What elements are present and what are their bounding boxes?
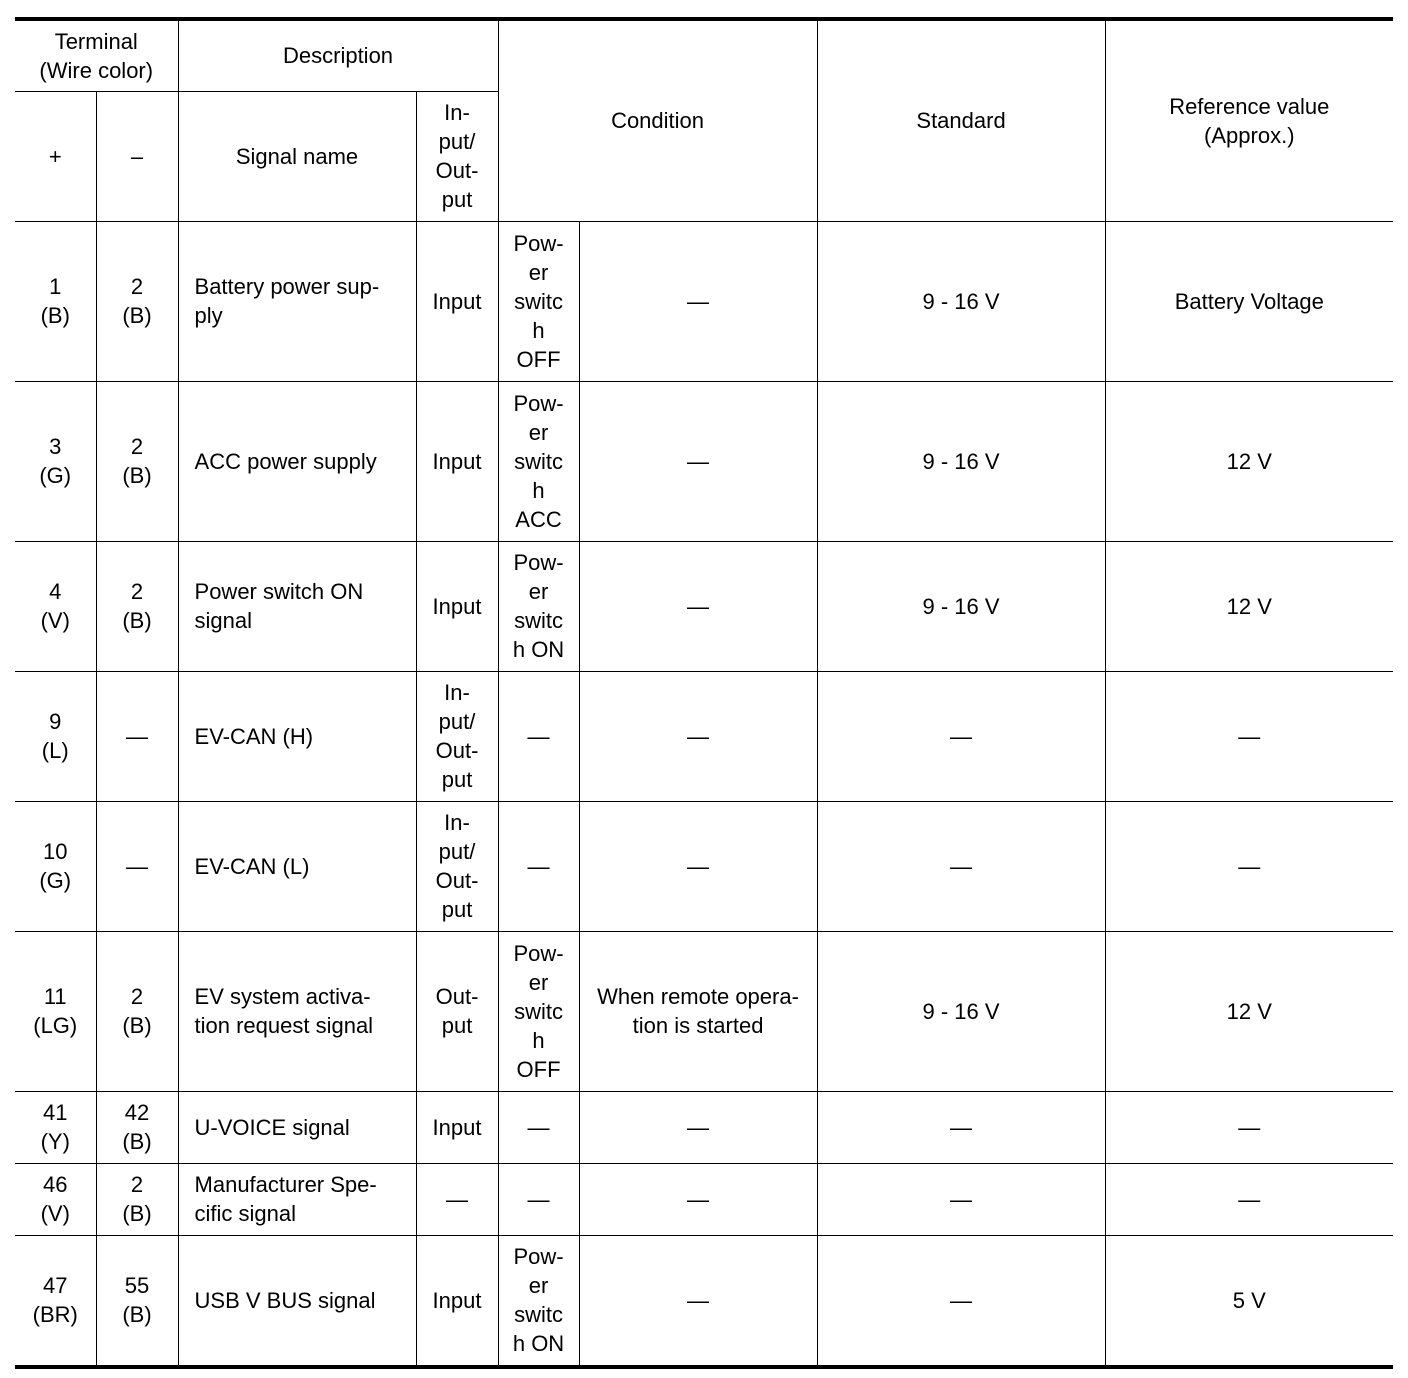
condition: — bbox=[579, 1235, 817, 1365]
terminal-minus: 2 (B) bbox=[96, 1163, 178, 1235]
standard: 9 - 16 V bbox=[817, 931, 1105, 1091]
terminal-minus: — bbox=[96, 671, 178, 801]
reference-value: — bbox=[1105, 671, 1393, 801]
switch-state: Pow- er switc h ON bbox=[498, 1235, 579, 1365]
table-row bbox=[15, 1091, 1393, 1163]
io-type: Input bbox=[416, 541, 498, 671]
header-io: In- put/ Out- put bbox=[416, 91, 498, 221]
reference-value: 12 V bbox=[1105, 541, 1393, 671]
header-description: Description bbox=[178, 21, 498, 91]
header-condition: Condition bbox=[498, 21, 817, 221]
io-type: In- put/ Out- put bbox=[416, 671, 498, 801]
table-row bbox=[15, 931, 1393, 1091]
terminal-plus: 1 (B) bbox=[15, 221, 96, 381]
switch-state: — bbox=[498, 1163, 579, 1235]
terminal-minus: 42 (B) bbox=[96, 1091, 178, 1163]
condition: — bbox=[579, 541, 817, 671]
io-type: In- put/ Out- put bbox=[416, 801, 498, 931]
switch-state: Pow- er switc h ACC bbox=[498, 381, 579, 541]
standard: 9 - 16 V bbox=[817, 541, 1105, 671]
signal-name: Manufacturer Spe- cific signal bbox=[178, 1163, 416, 1235]
standard: 9 - 16 V bbox=[817, 221, 1105, 381]
header-plus: + bbox=[15, 91, 96, 221]
switch-state: Pow- er switc h ON bbox=[498, 541, 579, 671]
condition: — bbox=[579, 381, 817, 541]
header-standard: Standard bbox=[817, 21, 1105, 221]
terminal-minus: 2 (B) bbox=[96, 221, 178, 381]
reference-value: — bbox=[1105, 1163, 1393, 1235]
signal-name: EV-CAN (L) bbox=[178, 801, 416, 931]
signal-name: ACC power supply bbox=[178, 381, 416, 541]
reference-value: 5 V bbox=[1105, 1235, 1393, 1365]
table-row bbox=[15, 1235, 1393, 1365]
terminal-plus: 4 (V) bbox=[15, 541, 96, 671]
terminal-minus: 2 (B) bbox=[96, 931, 178, 1091]
table-row bbox=[15, 221, 1393, 381]
switch-state: — bbox=[498, 1091, 579, 1163]
condition: — bbox=[579, 801, 817, 931]
terminal-table bbox=[15, 21, 1393, 1365]
condition: When remote opera- tion is started bbox=[579, 931, 817, 1091]
switch-state: — bbox=[498, 671, 579, 801]
signal-name: EV system activa- tion request signal bbox=[178, 931, 416, 1091]
terminal-plus: 41 (Y) bbox=[15, 1091, 96, 1163]
io-type: Input bbox=[416, 1091, 498, 1163]
io-type: Out- put bbox=[416, 931, 498, 1091]
header-reference: Reference value (Approx.) bbox=[1105, 21, 1393, 221]
terminal-plus: 9 (L) bbox=[15, 671, 96, 801]
terminal-table-container bbox=[15, 17, 1393, 1369]
terminal-minus: 2 (B) bbox=[96, 541, 178, 671]
terminal-minus: 2 (B) bbox=[96, 381, 178, 541]
standard: — bbox=[817, 1091, 1105, 1163]
standard: — bbox=[817, 671, 1105, 801]
signal-name: EV-CAN (H) bbox=[178, 671, 416, 801]
io-type: Input bbox=[416, 221, 498, 381]
terminal-plus: 46 (V) bbox=[15, 1163, 96, 1235]
reference-value: 12 V bbox=[1105, 931, 1393, 1091]
terminal-plus: 10 (G) bbox=[15, 801, 96, 931]
standard: — bbox=[817, 801, 1105, 931]
table-row bbox=[15, 801, 1393, 931]
header-signal-name: Signal name bbox=[178, 91, 416, 221]
signal-name: USB V BUS signal bbox=[178, 1235, 416, 1365]
reference-value: — bbox=[1105, 801, 1393, 931]
io-type: Input bbox=[416, 1235, 498, 1365]
table-row bbox=[15, 1163, 1393, 1235]
table-row bbox=[15, 541, 1393, 671]
standard: — bbox=[817, 1163, 1105, 1235]
signal-name: Power switch ON signal bbox=[178, 541, 416, 671]
condition: — bbox=[579, 1091, 817, 1163]
switch-state: Pow- er switc h OFF bbox=[498, 931, 579, 1091]
terminal-minus: — bbox=[96, 801, 178, 931]
io-type: Input bbox=[416, 381, 498, 541]
signal-name: U-VOICE signal bbox=[178, 1091, 416, 1163]
io-type: — bbox=[416, 1163, 498, 1235]
condition: — bbox=[579, 1163, 817, 1235]
reference-value: Battery Voltage bbox=[1105, 221, 1393, 381]
table-row bbox=[15, 671, 1393, 801]
terminal-minus: 55 (B) bbox=[96, 1235, 178, 1365]
signal-name: Battery power sup- ply bbox=[178, 221, 416, 381]
standard: 9 - 16 V bbox=[817, 381, 1105, 541]
terminal-plus: 3 (G) bbox=[15, 381, 96, 541]
condition: — bbox=[579, 221, 817, 381]
reference-value: 12 V bbox=[1105, 381, 1393, 541]
header-minus: – bbox=[96, 91, 178, 221]
standard: — bbox=[817, 1235, 1105, 1365]
terminal-plus: 11 (LG) bbox=[15, 931, 96, 1091]
header-terminal: Terminal (Wire color) bbox=[15, 21, 178, 91]
table-bottom-rule bbox=[15, 1365, 1393, 1369]
terminal-plus: 47 (BR) bbox=[15, 1235, 96, 1365]
switch-state: Pow- er switc h OFF bbox=[498, 221, 579, 381]
table-row bbox=[15, 381, 1393, 541]
switch-state: — bbox=[498, 801, 579, 931]
condition: — bbox=[579, 671, 817, 801]
reference-value: — bbox=[1105, 1091, 1393, 1163]
